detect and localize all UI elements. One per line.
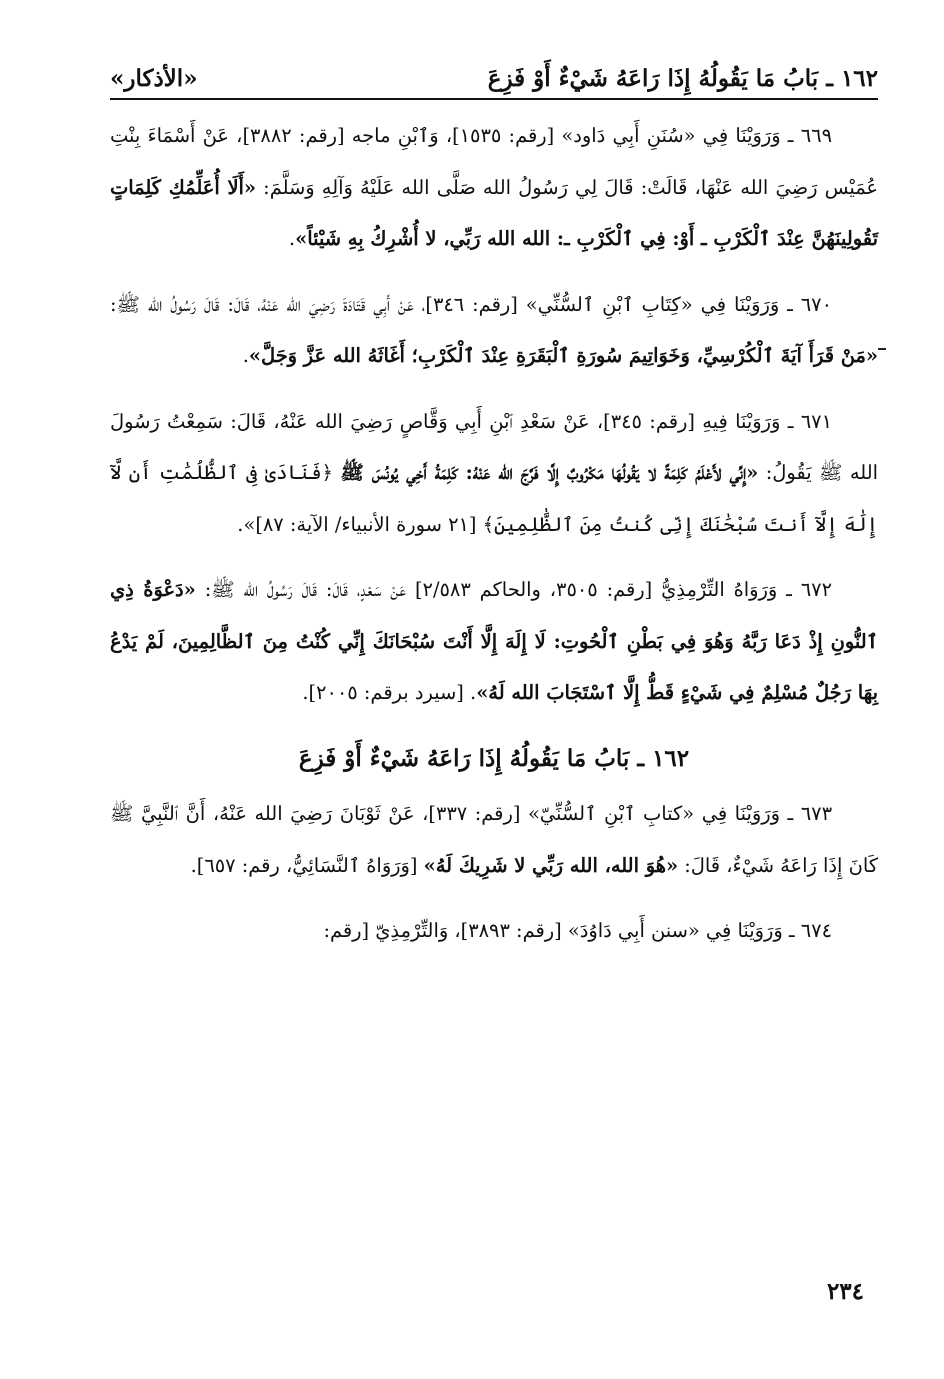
hadith-669-text: ٦٦٩ ـ وَرَوَيْنَا فِي «سُنَنِ أَبِي دَاود» [رقم: ١٥٣٥]، وَٱبْنِ ماجه [رقم: ٣٨٨٢]، عَنْ أَسْمَاءَ بِنْتِ عُمَيْس رَضِيَ الله عَنْهَا، قَالَتْ: قَالَ لِي رَسُولُ الله صَلَّى الله عَلَيْهُ وَآلِهِ وَسَلَّمَ: xyxy=(110,124,878,199)
hadith-671 xyxy=(110,396,878,551)
hadith-669-quote: «أَلَا أُعَلِّمُكِ كَلِمَاتٍ تَقُولِينَهُنَّ عِنْدَ ٱلْكَرْبِ ـ أَوْ: فِي ٱلْكَرْبِ ـ: الله الله رَبِّي، لا أُشْرِكُ بِهِ شَيْئاً» xyxy=(110,175,878,250)
hadith-670-tail: . xyxy=(242,344,249,367)
hadith-672 xyxy=(110,564,878,719)
hadith-673-tail: [وَرَوَاهُ ٱلنَّسَائِيُّ، رقم: ٦٥٧]. xyxy=(190,853,424,877)
hadith-673-text: ٦٧٣ ـ وَرَوَيْنَا فِي «كتابِ ٱبْنِ ٱلسُّنِّيّ» [رقم: ٣٣٧]، عَنْ ثَوْبَانَ رَضِيَ الله عَنْهُ، أَنَّ ٱلنَّبِيَّ ﷺ كَانَ إِذَا رَاعَهُ شَيْءٌ، قَالَ: xyxy=(110,802,878,877)
hadith-674-text: ٦٧٤ ـ وَرَوَيْنَا فِي «سنن أَبِي دَاوُدَ» [رقم: ٣٨٩٣]، وَالتِّرْمِذِيّ [رقم: xyxy=(323,919,832,942)
hadith-672-quote: «دَعْوَةُ ذِي ٱلنُّونِ إِذْ دَعَا رَبَّهُ وَهُوَ فِي بَطْنِ ٱلْحُوتِ: لَا إِلَهَ إِلَّا أَنْتَ سُبْحَانَكَ إِنِّي كُنْتُ مِنَ ٱلظَّالِمِينَ، لَمْ يَدْعُ بِهَا رَجُلٌ مُسْلِمٌ فِي شَيْءٍ قَطُّ إِلَّا ٱسْتَجَابَ الله لَهُ» xyxy=(110,578,878,704)
hadith-670-quote: «مَنْ قَرَأَ آيَةَ ٱلْكُرْسِيِّ، وَخَوَاتِيمَ سُورَةِ ٱلْبَقَرَةِ عِنْدَ ٱلْكَرْبِ؛ أَغَاثَهُ الله عَزَّ وَجَلَّ» xyxy=(248,344,878,367)
hadith-670 xyxy=(110,279,878,382)
body-text xyxy=(110,110,878,971)
margin-mark xyxy=(878,348,886,350)
hadith-673 xyxy=(110,788,878,891)
hadith-670-text: ٦٧٠ ـ وَرَوَيْنَا فِي «كِتَابِ ٱبْنِ ٱلسُّنِّي» [رقم: ٣٤٦]، عَنْ أَبِي قَتَادَةَ رَضِيَ الله عَنْهُ، قَالَ: قَالَ رَسُولُ الله ﷺ: xyxy=(110,292,832,316)
chapter-heading: ١٦٢ ـ بَابُ مَا يَقُولُهُ إِذَا رَاعَهُ شَيْءٌ أَوْ فَزِعَ xyxy=(298,744,690,772)
hadith-669 xyxy=(110,110,878,265)
hadith-671-text: ٦٧١ ـ وَرَوَيْنَا فِيهِ [رقم: ٣٤٥]، عَنْ سَعْدِ ٱبْنِ أَبِي وَقَّاصٍ رَضِيَ الله عَنْهُ، قَالَ: سَمِعْتُ رَسُولَ الله ﷺ يَقُولُ: xyxy=(110,409,879,484)
hadith-671-tail: ﴿فَنَادَىٰ فِى ٱلظُّلُمَٰتِ أَن لَّآ إِلَٰهَ إِلَّآ أَنتَ سُبْحَٰنَكَ إِنِّى كُنتُ مِنَ ٱلظَّٰلِمِينَ﴾ [٢١ سورة الأنبياء/ الآية: ٨٧]». xyxy=(110,461,878,536)
hadith-673-quote: «هُوَ الله، الله رَبِّي لا شَرِيكَ لَهُ» xyxy=(423,853,679,877)
header-book-title: «الأذكار» xyxy=(110,64,198,92)
hadith-669-tail: . xyxy=(288,227,296,250)
hadith-671-quote: «إِنِّي لأَعْلَمُ كَلِمَةً لا يَقُولُهَا مَكْرُوبٌ إِلَّا فَرَّجَ الله عَنْهُ: كَلِمَةُ أَخِي يُونُسَ ﷺ xyxy=(340,461,759,484)
header-chapter-title: ١٦٢ ـ بَابُ مَا يَقُولُهُ إِذَا رَاعَهُ شَيْءٌ أَوْ فَزِعَ xyxy=(487,64,878,92)
hadith-672-text: ٦٧٢ ـ وَرَوَاهُ التِّرْمِذِيُّ [رقم: ٣٥٠٥، والحاكم ٢/٥٨٣] عَنْ سَعْدٍ، قَالَ: قَالَ رَسُولُ الله ﷺ: xyxy=(195,578,832,601)
hadith-674 xyxy=(110,905,878,957)
page-number: ٢٣٤ xyxy=(826,1278,864,1305)
running-header xyxy=(110,58,878,100)
hadith-672-tail: . [سيرد برقم: ٢٠٠٥]. xyxy=(302,681,477,704)
